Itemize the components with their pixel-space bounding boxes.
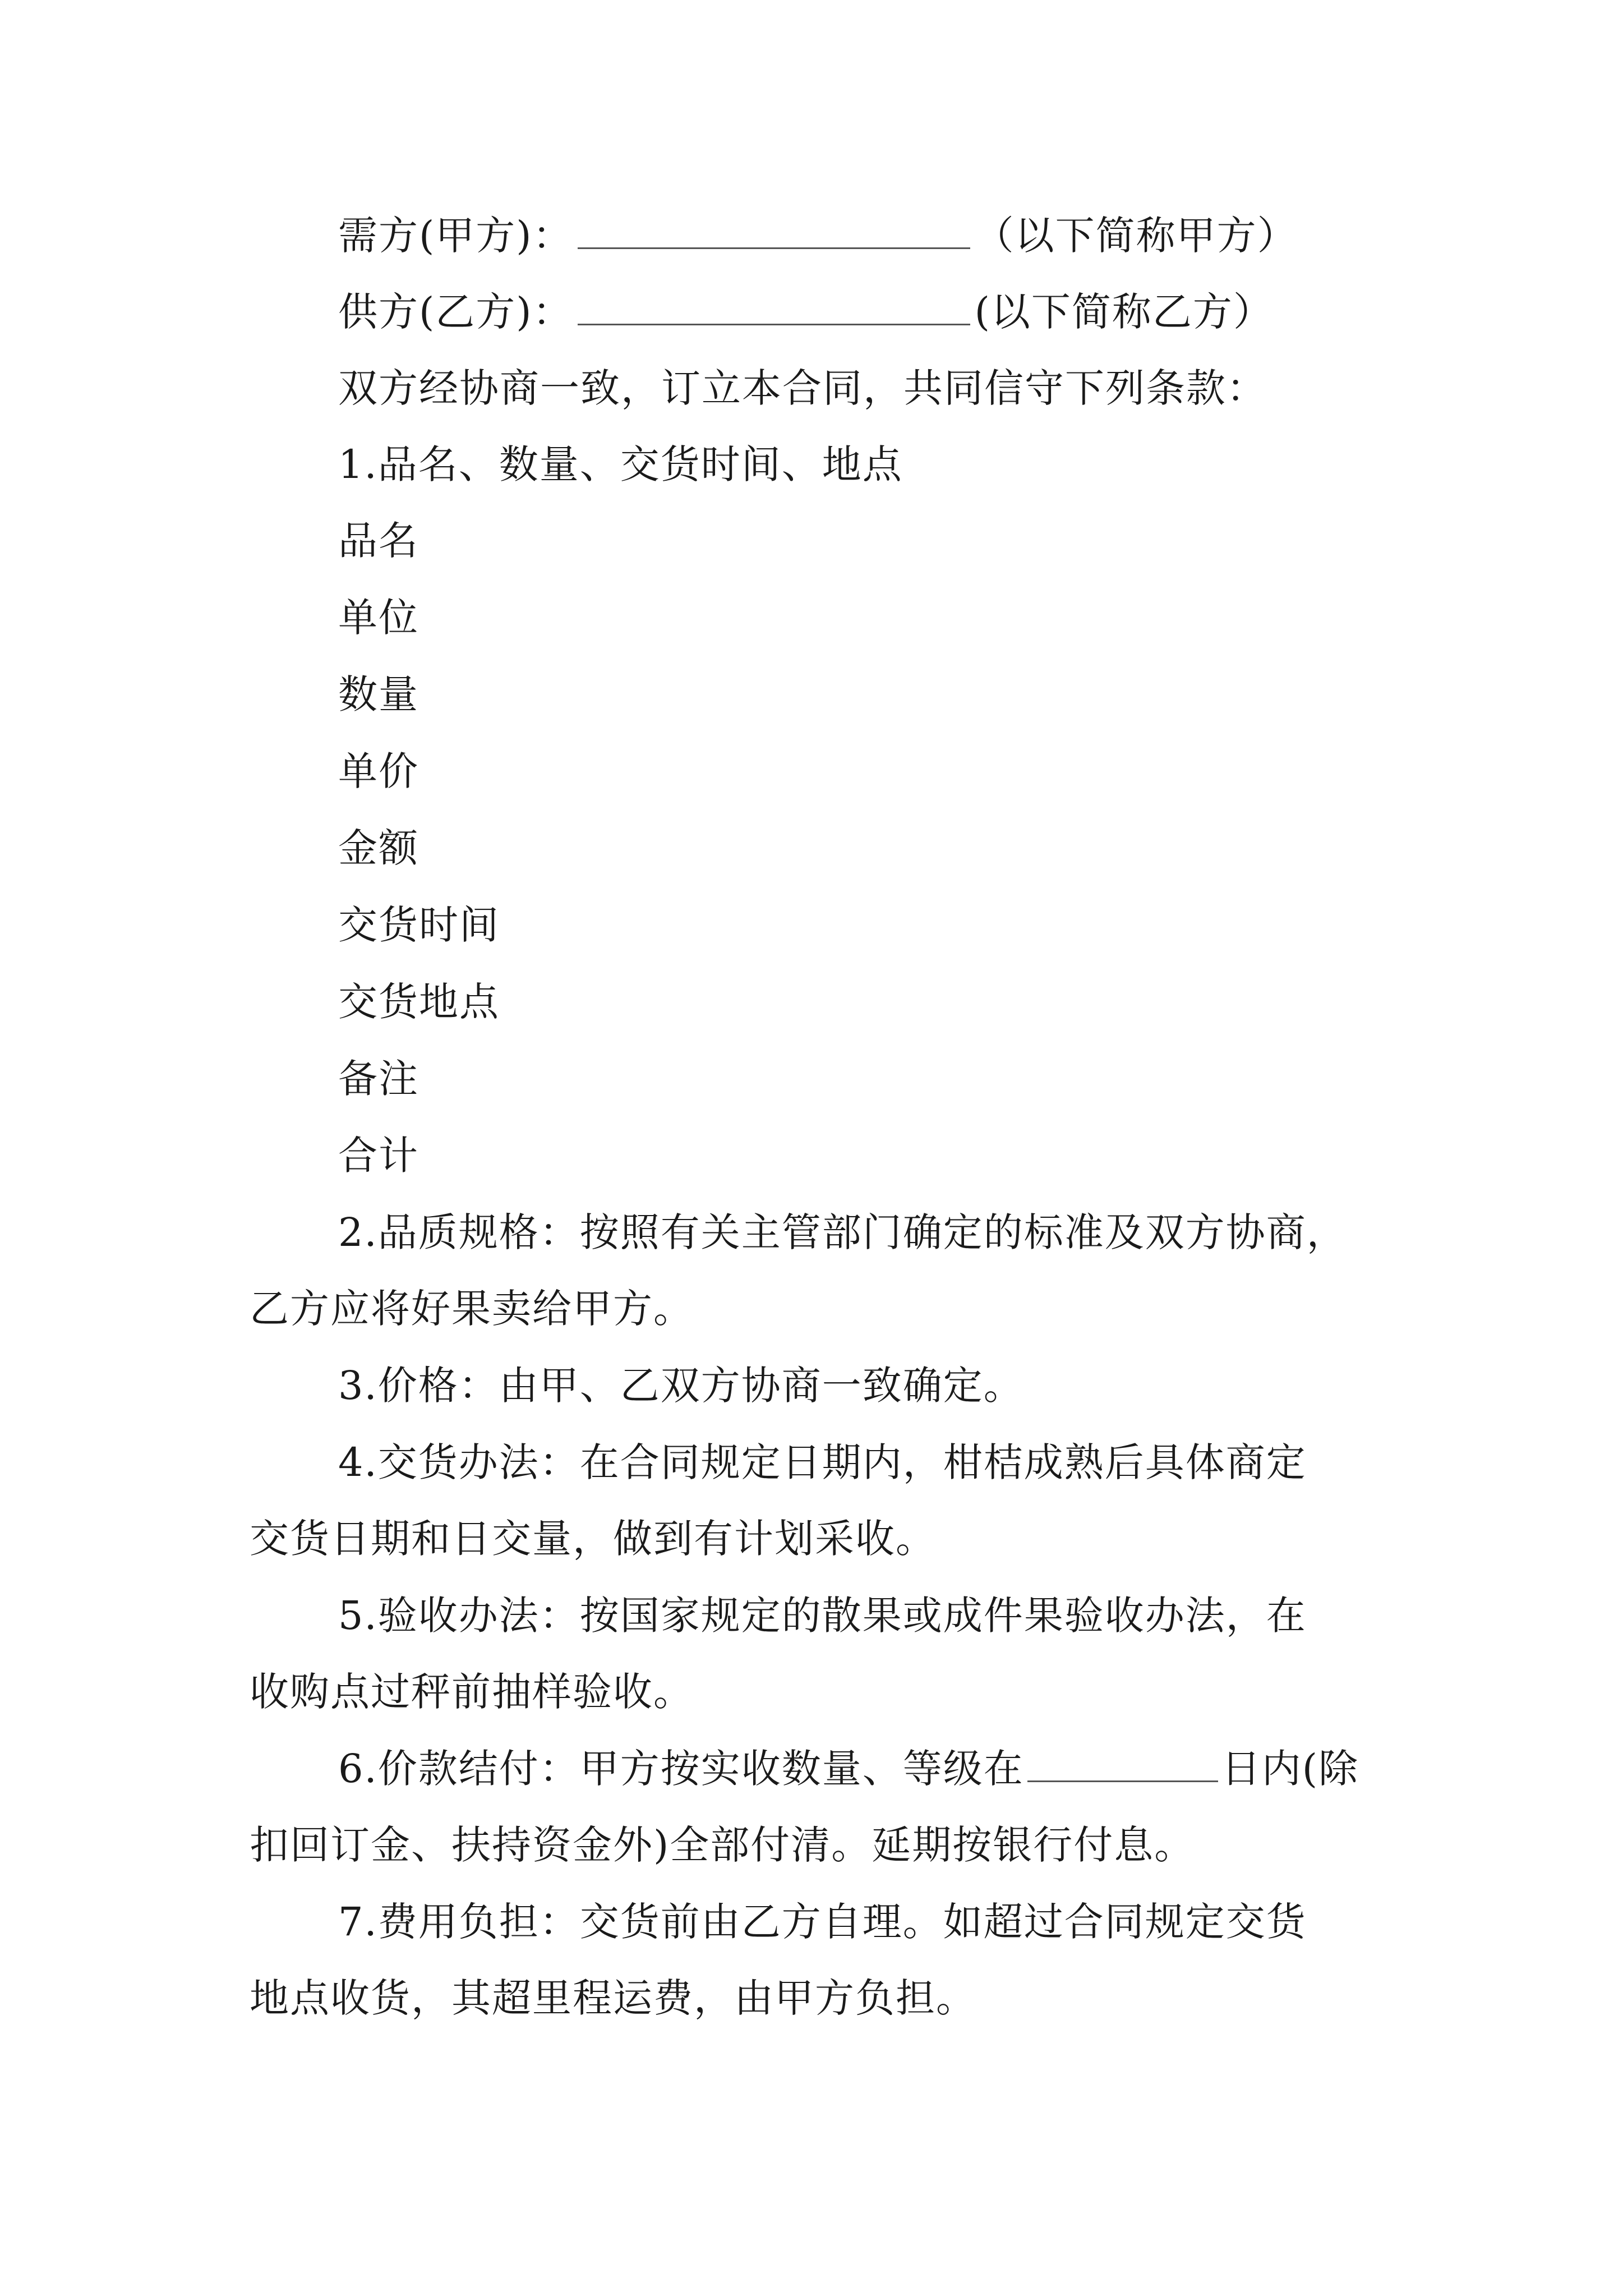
clause7-line2: 地点收货，其超里程运费，由甲方负担。 [250,1975,976,2021]
clause6-line1 [338,1741,1359,1797]
field-quantity: 数量 [338,671,419,717]
clause5-line1: 5.验收办法：按国家规定的散果或成件果验收办法，在 [338,1593,1307,1639]
clause5-line2: 收购点过秤前抽样验收。 [250,1669,694,1715]
section1-heading: 1.品名、数量、交货时间、地点 [338,441,903,487]
clause6-line2: 扣回订金、扶持资金外)全部付清。延期按银行付息。 [250,1822,1195,1868]
seller-suffix: (以下简称乙方） [974,289,1274,335]
buyer-suffix: （以下简称甲方） [974,213,1298,259]
field-total: 合计 [338,1133,419,1179]
clause6-text-b: 日内(除 [1221,1746,1359,1792]
field-delivery-time: 交货时间 [338,902,500,948]
clause2-line1: 2.品质规格：按照有关主管部门确定的标准及双方协商， [338,1209,1347,1255]
clause4-line2: 交货日期和日交量，做到有计划采收。 [250,1516,936,1562]
field-unit-price: 单价 [338,748,419,794]
field-remarks: 备注 [338,1056,419,1102]
seller-line [338,284,1274,340]
intro-text: 双方经协商一致，订立本合同，共同信守下列条款： [338,365,1267,411]
buyer-line [338,208,1298,264]
seller-label: 供方(乙方)： [338,289,573,335]
field-product-name: 品名 [338,518,419,564]
field-amount: 金额 [338,825,419,871]
buyer-name-blank [578,208,970,249]
buyer-label: 需方(甲方)： [338,213,573,259]
clause6-text-a: 6.价款结付：甲方按实收数量、等级在 [338,1746,1024,1792]
clause7-line1: 7.费用负担：交货前由乙方自理。如超过合同规定交货 [338,1899,1307,1945]
payment-days-blank [1027,1741,1218,1782]
clause3-line1: 3.价格：由甲、乙双方协商一致确定。 [338,1363,1024,1409]
seller-name-blank [578,284,970,325]
clause2-line2: 乙方应将好果卖给甲方。 [250,1286,694,1332]
field-unit: 单位 [338,595,419,641]
field-delivery-place: 交货地点 [338,979,500,1025]
clause4-line1: 4.交货办法：在合同规定日期内，柑桔成熟后具体商定 [338,1439,1307,1485]
